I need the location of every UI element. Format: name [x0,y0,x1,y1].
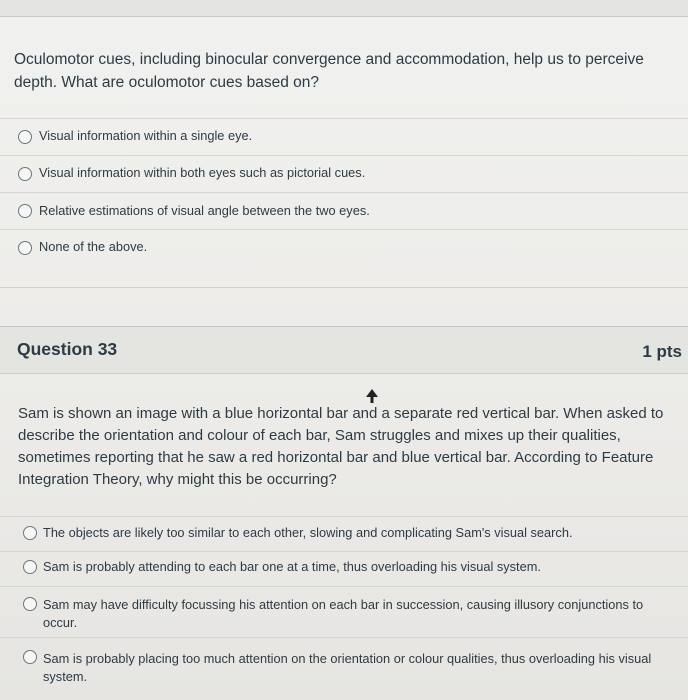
question-32-prompt: Oculomotor cues, including binocular convergence and accommodation, help us to perceive depth. What are oculomotor cues based on? [14,51,644,91]
radio-button[interactable] [18,130,32,144]
answer-label[interactable]: Sam may have difficulty focussing his attention on each bar in succession, causing illusory conjunctions to occur. [43,597,644,630]
section-divider [0,287,688,288]
radio-button[interactable] [18,167,32,181]
question-32-header-text [14,0,19,10]
mouse-pointer-icon [366,389,378,403]
answer-option[interactable] [0,118,688,155]
question-33-prompt: Sam is shown an image with a blue horizontal bar and a separate red vertical bar. When asked to describe the orientation and colour of each bar, Sam struggles and mixes up their qualities, sometimes reporting that he saw a red horizontal bar and blue vertical bar. According to Feature Integration Theory, why might this be occurring? [18,405,664,488]
answer-option[interactable] [0,155,688,192]
answer-label[interactable]: The objects are likely too similar to each other, slowing and complicating Sam's visual search. [43,525,573,540]
answer-option[interactable] [0,586,688,637]
radio-button[interactable] [23,597,37,611]
answer-option[interactable] [0,551,688,586]
question-title: Question 33 [17,339,118,359]
question-32-text [14,48,686,94]
question-33-text [18,403,678,491]
answer-option[interactable] [0,637,688,690]
answer-option[interactable] [0,516,688,551]
question-33-header [0,326,688,374]
radio-button[interactable] [23,560,37,574]
answer-option[interactable] [0,229,688,266]
answer-label[interactable]: Relative estimations of visual angle between the two eyes. [39,203,370,218]
answer-label[interactable]: None of the above. [39,239,148,254]
answer-label[interactable]: Sam is probably placing too much attention on the orientation or colour qualities, thus overloading his visual system. [43,651,652,684]
radio-button[interactable] [18,204,32,218]
question-points: 1 pts [642,342,682,361]
question-32-header [0,0,688,17]
answer-label[interactable]: Visual information within a single eye. [39,128,253,143]
answer-label[interactable]: Visual information within both eyes such as pictorial cues. [39,165,366,180]
answer-label[interactable]: Sam is probably attending to each bar one at a time, thus overloading his visual system. [43,559,541,574]
radio-button[interactable] [23,526,37,540]
radio-button[interactable] [18,241,32,255]
radio-button[interactable] [23,650,37,664]
answer-option[interactable] [0,192,688,229]
